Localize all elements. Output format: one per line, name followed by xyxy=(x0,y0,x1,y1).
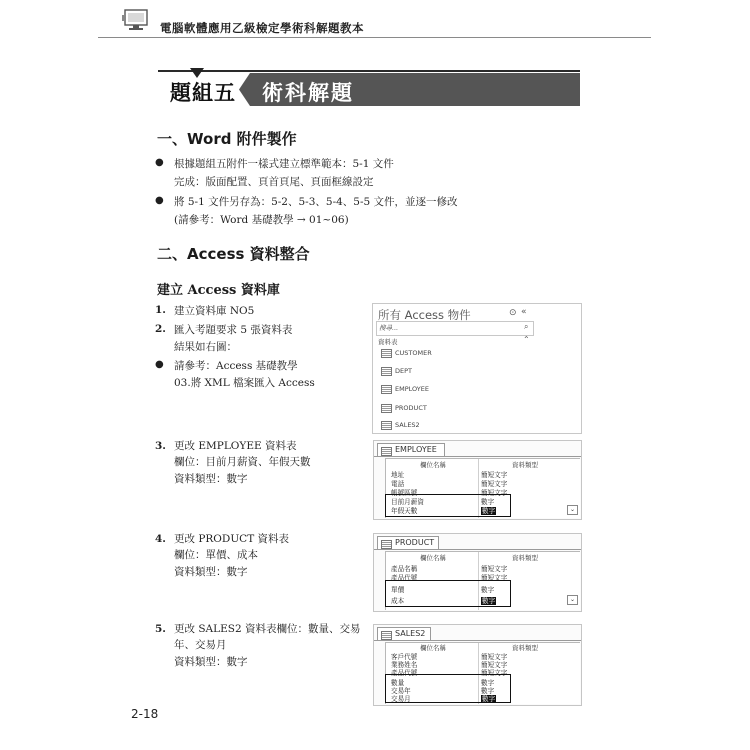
column-header-field: 欄位名稱 xyxy=(420,461,446,469)
access-navigation-pane xyxy=(372,303,582,434)
field-name[interactable]: 電話 xyxy=(391,480,405,488)
table-icon xyxy=(381,540,392,549)
field-type[interactable]: 簡短文字 xyxy=(481,471,508,479)
field-type[interactable]: 數字 xyxy=(481,498,495,506)
collapse-group-icon[interactable]: ⌃ xyxy=(523,335,530,344)
table-icon xyxy=(381,385,392,394)
header-rule xyxy=(98,37,651,38)
step-text: 建立資料庫 NO5 xyxy=(174,305,255,317)
bullet-icon: ● xyxy=(155,157,164,168)
tab-underline xyxy=(374,549,581,550)
column-header-type: 資料類型 xyxy=(512,554,538,562)
step-text: 更改 SALES2 資料表欄位：數量、交易 xyxy=(174,623,361,635)
tab-product[interactable] xyxy=(377,536,439,550)
selected-type: 數字 xyxy=(482,597,496,605)
banner-set-label: 題組五 xyxy=(170,80,236,105)
nav-table-item[interactable] xyxy=(381,366,501,378)
field-type[interactable]: 簡短文字 xyxy=(481,661,508,669)
step-number: 4. xyxy=(155,533,166,545)
bullet-icon: ● xyxy=(155,359,164,370)
field-name[interactable]: 數量 xyxy=(391,679,405,687)
product-design-view xyxy=(373,533,582,612)
step-text: 匯入考題要求 5 張資料表 xyxy=(174,324,293,336)
tab-label: EMPLOYEE xyxy=(395,445,437,454)
banner-rule xyxy=(158,70,580,72)
nav-pane-title[interactable]: 所有 Access 物件 xyxy=(378,308,471,322)
field-type[interactable]: 數字 xyxy=(481,586,495,594)
field-type[interactable]: 數字 xyxy=(481,679,495,687)
section-heading-access: 二、Access 資料整合 xyxy=(157,245,310,263)
highlight-box xyxy=(385,494,511,517)
field-type[interactable]: 簡短文字 xyxy=(481,489,508,497)
step-number: 2. xyxy=(155,323,166,335)
table-icon xyxy=(381,421,392,430)
step-text: 更改 EMPLOYEE 資料表 xyxy=(174,440,297,452)
nav-table-label: EMPLOYEE xyxy=(395,385,429,393)
bullet-text: 根據題組五附件一樣式建立標準範本：5-1 文件 xyxy=(174,158,394,170)
tab-label: SALES2 xyxy=(395,629,426,638)
field-name[interactable]: 目前月薪資 xyxy=(391,498,424,506)
nav-table-item[interactable] xyxy=(381,348,501,360)
table-icon xyxy=(381,631,392,640)
field-type[interactable]: 簡短文字 xyxy=(481,480,508,488)
bullet-text: 完成：版面配置、頁首頁尾、頁面框線設定 xyxy=(174,176,374,188)
step-text: 資料類型：數字 xyxy=(174,473,248,485)
page-number: 2-18 xyxy=(131,707,159,721)
field-name[interactable]: 業務姓名 xyxy=(391,661,418,669)
highlight-box xyxy=(385,580,511,607)
dropdown-circle-icon[interactable]: ⊙ xyxy=(509,308,517,318)
banner-subtitle: 術科解題 xyxy=(262,80,354,105)
column-header-type: 資料類型 xyxy=(512,461,538,469)
field-type[interactable]: 簡短文字 xyxy=(481,565,508,573)
tab-sales2[interactable] xyxy=(377,627,431,641)
tab-underline xyxy=(374,640,581,641)
subheading: 建立 Access 資料庫 xyxy=(157,283,280,298)
step-text: 資料類型：數字 xyxy=(174,566,248,578)
step-text: 資料類型：數字 xyxy=(174,656,248,668)
employee-design-view xyxy=(373,440,582,520)
selected-type: 數字 xyxy=(482,695,496,703)
field-type[interactable]: 簡短文字 xyxy=(481,653,508,661)
step-text: 欄位：目前月薪資、年假天數 xyxy=(174,456,311,468)
field-name[interactable]: 產品代號 xyxy=(391,574,418,582)
step-text: 欄位：單價、成本 xyxy=(174,549,258,561)
field-name[interactable]: 年假天數 xyxy=(391,507,418,515)
nav-table-label: CUSTOMER xyxy=(395,349,432,357)
nav-group-header[interactable]: 資料表 xyxy=(378,338,398,346)
nav-table-item[interactable] xyxy=(381,403,501,415)
highlight-box xyxy=(385,674,511,703)
field-name[interactable]: 地址 xyxy=(391,471,405,479)
field-name[interactable]: 產品代號 xyxy=(391,669,418,677)
running-header-title: 電腦軟體應用乙級檢定學術科解題教本 xyxy=(160,21,364,35)
tab-underline xyxy=(374,456,581,457)
chevron-down-icon[interactable]: ⌄ xyxy=(567,505,578,515)
tab-label: PRODUCT xyxy=(395,538,435,547)
step-number: 5. xyxy=(155,623,166,635)
computer-icon xyxy=(122,6,150,32)
step-text: 03.將 XML 檔案匯入 Access xyxy=(174,377,315,389)
nav-table-label: PRODUCT xyxy=(395,404,427,412)
step-number: 3. xyxy=(155,440,166,452)
nav-table-label: SALES2 xyxy=(395,421,420,429)
field-name[interactable]: 帳號區號 xyxy=(391,489,418,497)
nav-table-item[interactable] xyxy=(381,420,501,432)
section-heading-word: 一、Word 附件製作 xyxy=(157,130,297,148)
column-header-type: 資料類型 xyxy=(512,644,538,652)
step-text: 結果如右圖： xyxy=(174,341,237,353)
bullet-text: (請參考：Word 基礎教學 → 01~06) xyxy=(174,214,349,226)
field-name[interactable]: 客戶代號 xyxy=(391,653,418,661)
table-icon xyxy=(381,349,392,358)
field-name[interactable]: 單價 xyxy=(391,586,405,594)
table-icon xyxy=(381,404,392,413)
collapse-pane-icon[interactable]: « xyxy=(521,307,527,317)
bullet-icon: ● xyxy=(155,195,164,206)
step-text: 請參考：Access 基礎教學 xyxy=(174,360,298,372)
nav-table-item[interactable] xyxy=(381,384,501,396)
table-icon xyxy=(381,367,392,376)
column-header-field: 欄位名稱 xyxy=(420,554,446,562)
column-header-field: 欄位名稱 xyxy=(420,644,446,652)
search-icon[interactable]: ⌕ xyxy=(524,322,529,331)
field-type[interactable]: 簡短文字 xyxy=(481,669,508,677)
step-text: 更改 PRODUCT 資料表 xyxy=(174,533,290,545)
table-icon xyxy=(381,447,392,456)
nav-table-label: DEPT xyxy=(395,367,413,375)
bullet-text: 將 5-1 文件另存為：5-2、5-3、5-4、5-5 文件，並逐一修改 xyxy=(174,196,458,208)
sales2-design-view xyxy=(373,624,582,706)
search-input[interactable] xyxy=(376,321,534,336)
selected-type: 數字 xyxy=(482,507,496,515)
tab-employee[interactable] xyxy=(377,443,445,457)
field-name[interactable]: 交易年 xyxy=(391,687,411,695)
search-placeholder: 搜尋... xyxy=(379,324,399,332)
field-name[interactable]: 交易月 xyxy=(391,695,411,703)
field-name[interactable]: 成本 xyxy=(391,597,405,605)
step-number: 1. xyxy=(155,304,166,316)
field-name[interactable]: 產品名稱 xyxy=(391,565,418,573)
step-text: 年、交易月 xyxy=(174,639,227,651)
field-type[interactable]: 數字 xyxy=(481,687,495,695)
chevron-down-icon[interactable]: ⌄ xyxy=(567,595,578,605)
field-type[interactable]: 簡短文字 xyxy=(481,574,508,582)
